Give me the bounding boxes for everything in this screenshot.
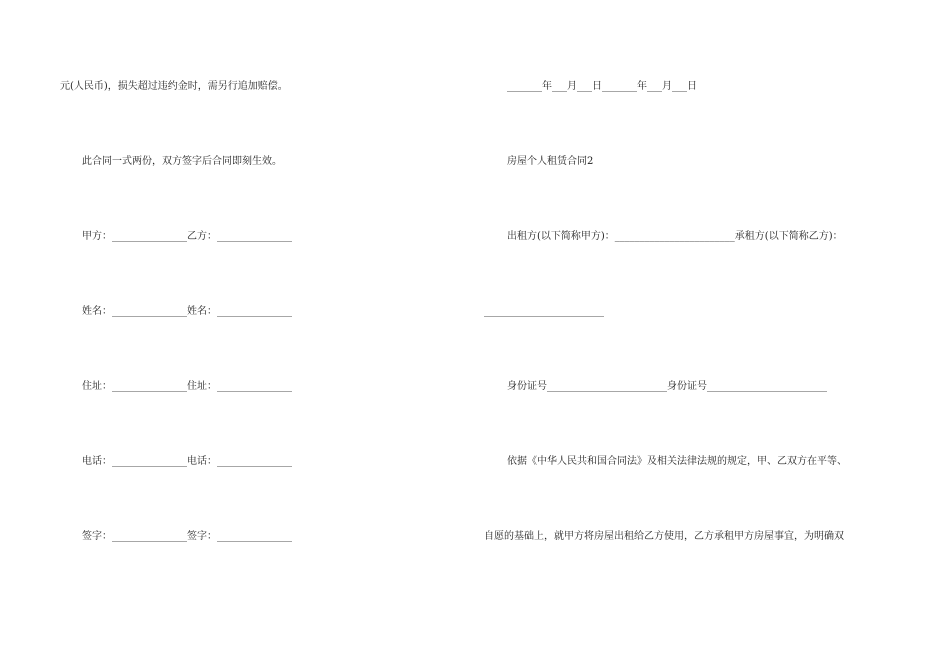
address-row: 住址：_______________住址：_______________ xyxy=(82,381,292,392)
effectiveness-clause-line: 此合同一式两份，双方签字后合同即刻生效。 xyxy=(82,156,282,167)
party-b-blank-line: ________________________ xyxy=(484,306,604,317)
phone-row: 电话：_______________电话：_______________ xyxy=(82,456,292,467)
party-a-b-signature-row: 甲方：_______________乙方：_______________ xyxy=(82,231,292,242)
legal-basis-line-1: 依据《中华人民共和国合同法》及相关法律法规的规定，甲、乙双方在平等、 xyxy=(507,456,847,467)
signature-row: 签字：_______________签字：_______________ xyxy=(82,531,292,542)
date-line: _______年___月___日_______年___月___日 xyxy=(507,81,697,92)
id-number-line: 身份证号________________________身份证号________________________ xyxy=(507,381,827,392)
penalty-clause-line: 元(人民币)，损失超过违约金时，需另行追加赔偿。 xyxy=(60,81,288,92)
contract-title: 房屋个人租赁合同2 xyxy=(507,156,594,167)
name-row: 姓名：_______________姓名：_______________ xyxy=(82,306,292,317)
legal-basis-line-2: 自愿的基础上，就甲方将房屋出租给乙方使用，乙方承租甲方房屋事宜，为明确双 xyxy=(484,531,844,542)
parties-line: 出租方(以下简称甲方)：________________________承租方(以下简称乙方)： xyxy=(507,231,843,242)
